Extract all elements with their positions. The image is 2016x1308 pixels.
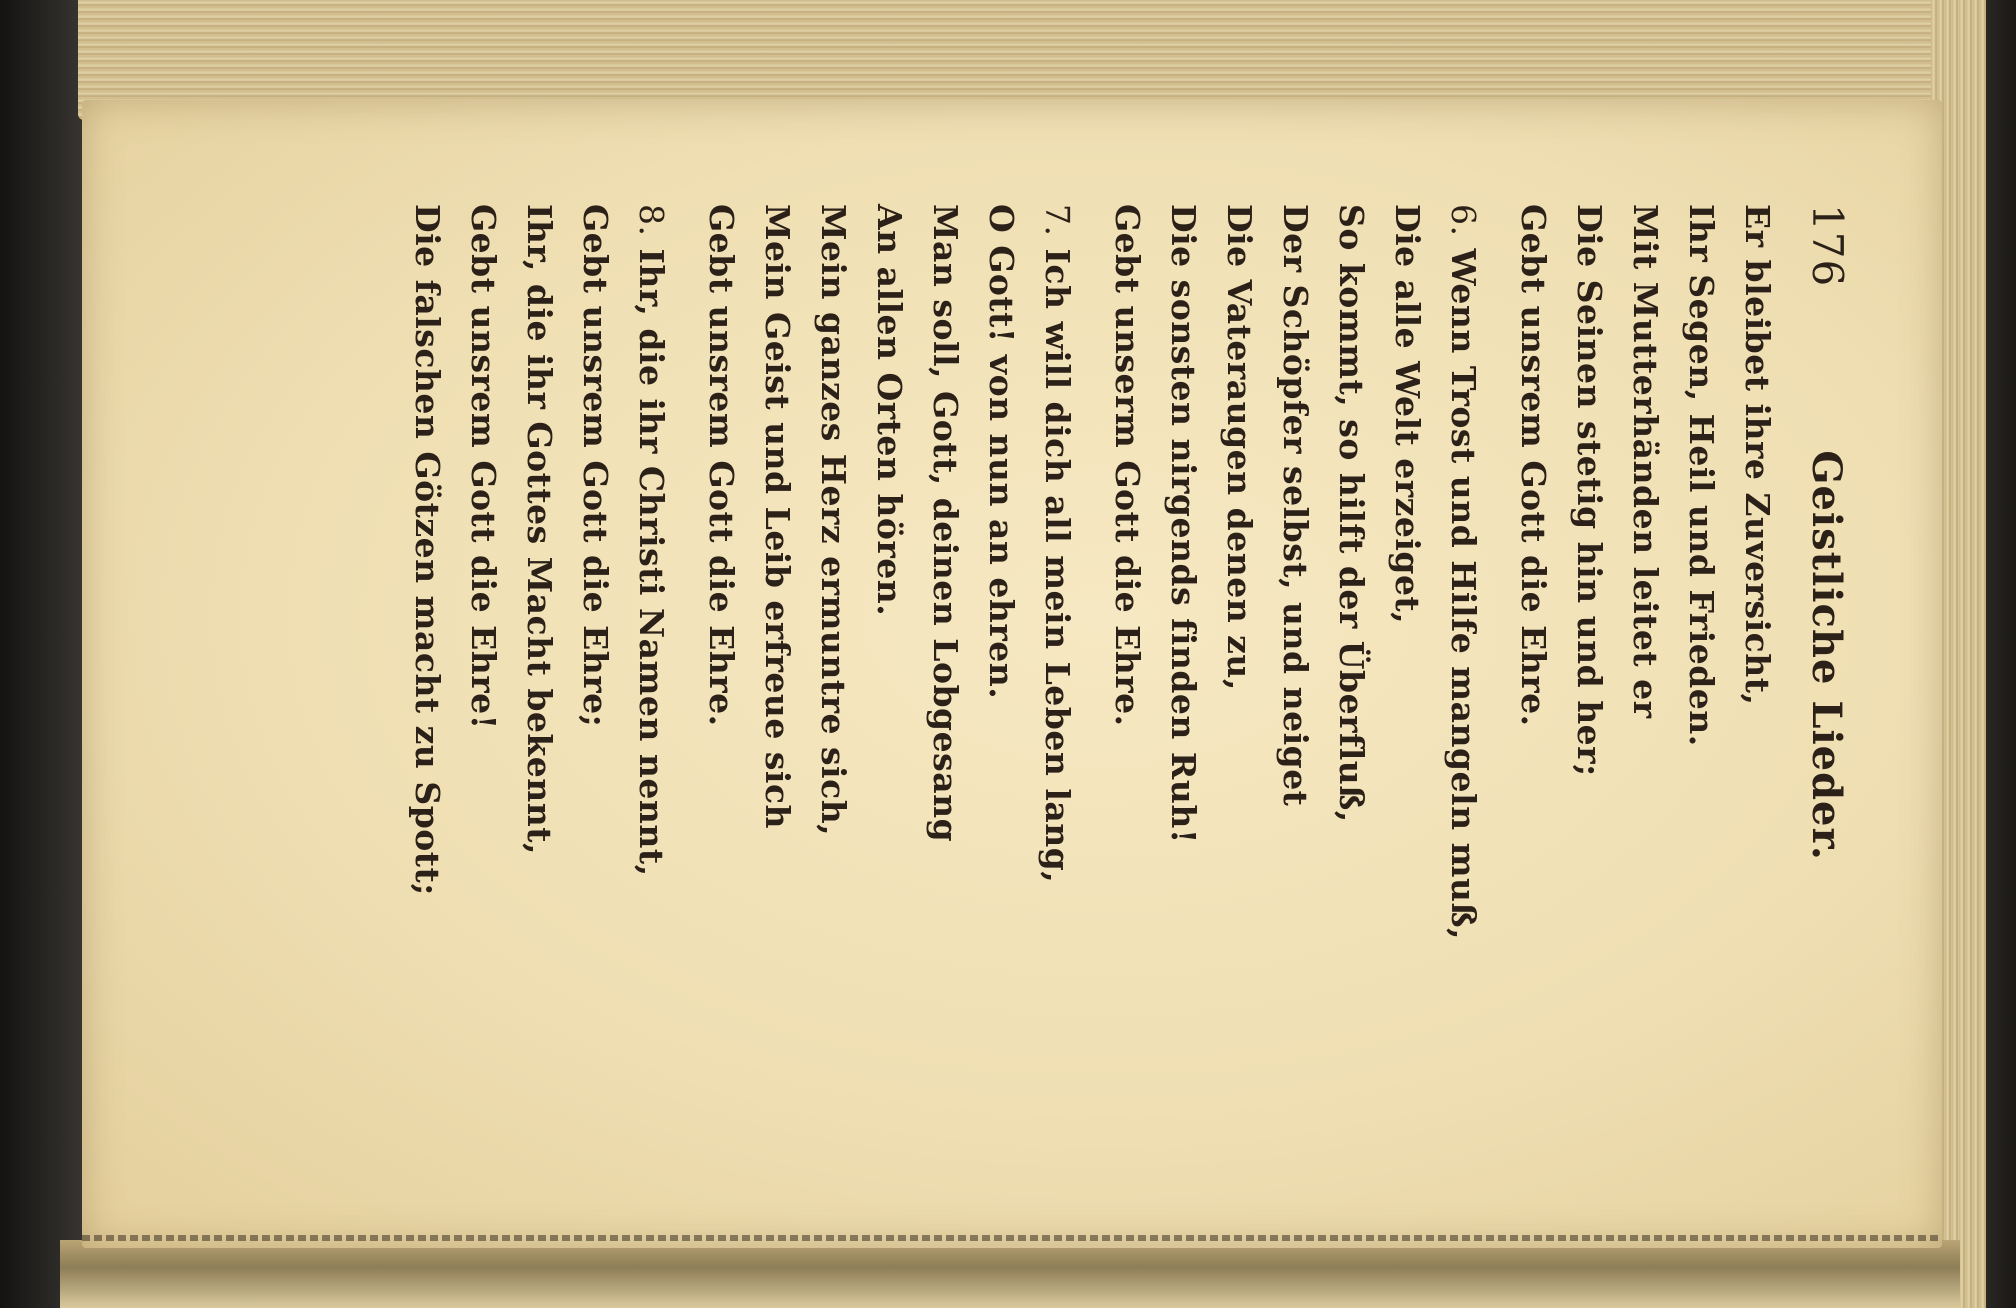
page-bottom-edge bbox=[82, 1235, 1942, 1241]
stanza-number: 6. bbox=[1444, 204, 1483, 237]
verse-line-text: Gebt unsrem Gott die Ehre. bbox=[1514, 204, 1553, 727]
verse-line bbox=[1379, 204, 1435, 1144]
verse-line bbox=[861, 204, 917, 1144]
stanza bbox=[1505, 204, 1785, 1144]
verse-line-text: Er bleibet ihre Zuversicht, bbox=[1738, 204, 1777, 706]
stanza bbox=[1099, 204, 1491, 1144]
verse-line-text: Mein Geist und Leib erfreue sich bbox=[758, 204, 797, 830]
verse-line-text: Wenn Trost und Hilfe mangeln muß, bbox=[1444, 248, 1483, 941]
verse-line bbox=[1729, 204, 1785, 1144]
verse-line bbox=[1673, 204, 1729, 1144]
verse-line bbox=[1155, 204, 1211, 1144]
book-gutter bbox=[60, 1240, 1960, 1308]
verse-line bbox=[1505, 204, 1561, 1144]
verse-line bbox=[1435, 204, 1491, 1144]
page-text-block bbox=[172, 174, 1852, 1174]
book-page bbox=[82, 100, 1942, 1248]
verse-line-text: Die sonsten nirgends finden Ruh! bbox=[1164, 204, 1203, 844]
verse-line-text: Ihr, die ihr Gottes Macht bekennt, bbox=[520, 204, 559, 856]
verse-line-text: O Gott! von nun an ehren. bbox=[982, 204, 1021, 700]
verse-line-text: Gebt unsrem Gott die Ehre. bbox=[702, 204, 741, 727]
verse-line-text: Ihr, die ihr Christi Namen nennt, bbox=[632, 248, 671, 877]
stanza-number: 7. bbox=[1038, 204, 1077, 237]
verse-line-text: So kommt, so hilft der Überfluß, bbox=[1332, 204, 1371, 823]
verse-line bbox=[1029, 204, 1085, 1144]
stanza bbox=[693, 204, 1085, 1144]
verse-line bbox=[693, 204, 749, 1144]
verse-line bbox=[455, 204, 511, 1144]
verse-line-text: Ihr Segen, Heil und Frieden. bbox=[1682, 204, 1721, 747]
verse-line bbox=[1267, 204, 1323, 1144]
verse-line bbox=[973, 204, 1029, 1144]
verse-line-text: Mit Mutterhänden leitet er bbox=[1626, 204, 1665, 719]
verse-line-text: Die Vateraugen denen zu, bbox=[1220, 204, 1259, 691]
verse-line bbox=[1617, 204, 1673, 1144]
verse-line-text: Gebt unserm Gott die Ehre. bbox=[1108, 204, 1147, 727]
verse-line-text: Man soll, Gott, deinen Lobgesang bbox=[926, 204, 965, 843]
verse-line bbox=[1323, 204, 1379, 1144]
verse-line bbox=[399, 204, 455, 1144]
stanza bbox=[399, 204, 679, 1144]
verse-line-text: Gebt unsrem Gott die Ehre! bbox=[464, 204, 503, 730]
verse-line bbox=[1099, 204, 1155, 1144]
verse-line-text: Gebt unsrem Gott die Ehre; bbox=[576, 204, 615, 728]
running-head bbox=[1803, 204, 1852, 1144]
verse-line-text: Der Schöpfer selbst, und neiget bbox=[1276, 204, 1315, 807]
verse-line bbox=[749, 204, 805, 1144]
verse-line bbox=[623, 204, 679, 1144]
verse-line-text: Ich will dich all mein Leben lang, bbox=[1038, 248, 1077, 884]
running-title: Geistliche Lieder. bbox=[1803, 450, 1850, 861]
verse-line bbox=[1211, 204, 1267, 1144]
verse-line bbox=[567, 204, 623, 1144]
book-cover-left bbox=[0, 0, 90, 1308]
verse-line-text: Die falschen Götzen macht zu Spott; bbox=[408, 204, 447, 896]
verse-line bbox=[805, 204, 861, 1144]
page-number: 176 bbox=[1803, 204, 1852, 288]
verse-line bbox=[1561, 204, 1617, 1144]
verse-line-text: An allen Orten hören. bbox=[870, 204, 909, 617]
verse-line bbox=[917, 204, 973, 1144]
verse-line-text: Die alle Welt erzeiget, bbox=[1388, 204, 1427, 625]
stanza-number: 8. bbox=[632, 204, 671, 237]
verse-line-text: Die Seinen stetig hin und her; bbox=[1570, 204, 1609, 777]
verse-line bbox=[511, 204, 567, 1144]
stanza-list bbox=[399, 204, 1785, 1144]
verse-line-text: Mein ganzes Herz ermuntre sich, bbox=[814, 204, 853, 837]
